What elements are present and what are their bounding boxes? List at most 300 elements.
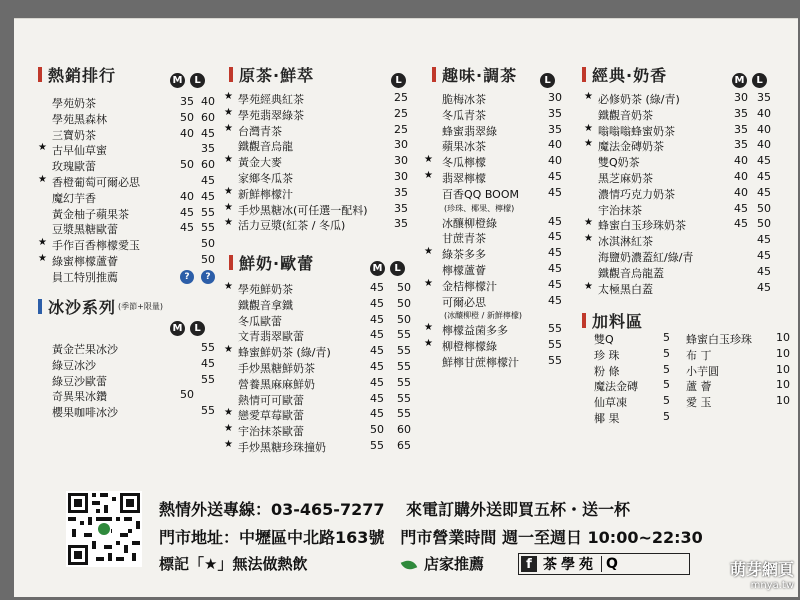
- qr-code-icon: [66, 491, 142, 567]
- section-title: [582, 63, 667, 86]
- price-l: 55: [201, 205, 215, 219]
- star-icon: ★: [38, 237, 47, 249]
- item-name: 新鮮檸檬汁: [238, 187, 293, 201]
- item-name: 玫瑰歐蕾: [52, 160, 96, 174]
- item-name: 戀愛草莓歐蕾: [238, 409, 304, 423]
- size-badge-l: L: [391, 73, 406, 88]
- menu-item: [424, 202, 574, 215]
- price-l: 50: [201, 237, 215, 251]
- star-icon: ★: [584, 280, 593, 292]
- price-l: 35: [394, 185, 408, 199]
- topping-price: 10: [776, 362, 790, 376]
- star-icon: ★: [584, 122, 593, 134]
- menu-item: [38, 142, 218, 158]
- item-name: 鐵觀音拿鐵: [238, 298, 293, 312]
- size-badge-l: L: [540, 73, 555, 88]
- star-icon: ★: [424, 277, 433, 289]
- item-name: 黃金大麥: [238, 156, 282, 170]
- item-name: 學苑翡翠綠茶: [238, 108, 304, 122]
- price-l: 45: [201, 189, 215, 203]
- section-title: [229, 251, 314, 274]
- topping-price: 10: [776, 378, 790, 392]
- topping-item: [686, 378, 791, 394]
- section-title: [38, 63, 116, 86]
- item-name: 豆漿黑糖歐蕾: [52, 223, 118, 237]
- question-icon: [195, 269, 215, 284]
- star-icon: ★: [424, 246, 433, 258]
- price-l: 40: [757, 106, 771, 120]
- price-l: 40: [548, 138, 562, 152]
- menu-item: [584, 281, 784, 297]
- price-m: 35: [734, 122, 748, 136]
- search-icon: Q: [606, 556, 622, 572]
- accent-bar: [229, 67, 233, 82]
- topping-price: 10: [776, 346, 790, 360]
- item-name: 冬瓜檸檬: [442, 156, 486, 170]
- price-l: 45: [548, 230, 562, 244]
- price-m: 55: [370, 438, 384, 452]
- item-name: 學苑經典紅茶: [238, 93, 304, 106]
- star-icon: ★: [224, 122, 233, 134]
- price-l: 35: [394, 201, 408, 215]
- item-name: 員工特別推薦: [52, 270, 118, 284]
- item-name: 學苑奶茶: [52, 97, 96, 110]
- price-m: 50: [180, 110, 194, 124]
- menu-item: [424, 186, 574, 202]
- star-icon: ★: [424, 154, 433, 166]
- star-icon: ★: [224, 281, 233, 292]
- menu-item: [424, 322, 574, 338]
- menu-item: [38, 341, 218, 357]
- item-name: 海鹽奶濃蓋紅/綠/青: [598, 250, 694, 264]
- topping-price: 5: [663, 346, 670, 360]
- menu-item: [584, 123, 784, 139]
- item-name: 文青翡翠歐蕾: [238, 330, 304, 344]
- facebook-page-name: 茶學苑: [543, 557, 597, 573]
- menu-item: [224, 439, 414, 455]
- price-m: 50: [370, 423, 384, 437]
- topping-item: [686, 331, 791, 347]
- price-l: 60: [397, 423, 411, 437]
- footer: [56, 477, 796, 589]
- item-name: 蘋果冰茶: [442, 140, 486, 154]
- menu-item: [424, 123, 574, 139]
- star-icon: ★: [584, 138, 593, 150]
- divider: [601, 556, 602, 572]
- menu-item: [424, 338, 574, 354]
- price-m: 50: [180, 158, 194, 172]
- question-badge: ?: [180, 270, 194, 284]
- section-title: [582, 309, 643, 332]
- watermark-url: mnya.tw: [750, 580, 794, 591]
- item-name: 濃情巧克力奶茶: [598, 187, 675, 201]
- price-m: 45: [180, 205, 194, 219]
- price-l: 55: [548, 322, 562, 336]
- menu-item: [38, 190, 218, 206]
- price-m: 45: [370, 407, 384, 421]
- price-m: 45: [370, 391, 384, 405]
- price-m: 40: [734, 169, 748, 183]
- price-m: 40: [734, 154, 748, 168]
- menu-item: [424, 262, 574, 278]
- item-name: 鮮檸甘蔗檸檬汁: [442, 355, 519, 369]
- facebook-icon: f: [521, 556, 537, 572]
- size-badge-l: L: [390, 261, 405, 276]
- item-name: 手作百香檸檬愛玉: [52, 239, 140, 253]
- section-title: [38, 295, 163, 318]
- price-l: 45: [757, 154, 771, 168]
- item-name: 綠豆沙歐蕾: [52, 374, 107, 388]
- price-l: 35: [757, 91, 771, 104]
- star-icon: ★: [38, 173, 47, 185]
- menu-item: [584, 217, 784, 233]
- item-name: 冬瓜青茶: [442, 108, 486, 122]
- price-l: 50: [757, 217, 771, 231]
- menu-item: [224, 217, 414, 233]
- menu-item: [424, 107, 574, 123]
- price-m: 35: [180, 95, 194, 108]
- item-name: 脆梅冰茶: [442, 93, 486, 106]
- topping-item: [594, 378, 674, 394]
- address-line: 門市地址：中壢區中北路163號 門市營業時間 週一至週日 10:00~22:30: [159, 528, 703, 547]
- item-name: 學苑黑森林: [52, 112, 107, 126]
- menu-item: [224, 138, 414, 154]
- price-l: 55: [397, 391, 411, 405]
- section-tea: [229, 63, 314, 86]
- item-name: 甘蔗青茶: [442, 232, 486, 246]
- price-l: 50: [397, 312, 411, 326]
- section-title-text: 原茶·鮮萃: [239, 66, 315, 85]
- price-l: 55: [397, 407, 411, 421]
- menu-item: [38, 174, 218, 190]
- price-l: 45: [548, 261, 562, 275]
- menu-item: [38, 404, 218, 420]
- topping-price: 5: [663, 362, 670, 376]
- star-icon: ★: [224, 217, 233, 229]
- star-icon: ★: [424, 322, 433, 334]
- price-l: 45: [201, 356, 215, 370]
- topping-name: 椰 果: [594, 411, 620, 425]
- list-toppings-right: [686, 331, 791, 410]
- list-fun: [424, 91, 574, 370]
- size-badge-l: L: [190, 321, 205, 336]
- price-l: 45: [757, 264, 771, 278]
- price-m: 35: [734, 138, 748, 152]
- star-icon: ★: [224, 91, 233, 102]
- price-l: 50: [757, 201, 771, 215]
- section-hot: [38, 63, 116, 86]
- item-name: 綠蜜檸檬蘆薈: [52, 254, 118, 268]
- price-l: 55: [201, 221, 215, 235]
- hot-drink-note: 標記「★」無法做熱飲: [159, 555, 308, 573]
- item-name: 檸檬蘆薈: [442, 263, 486, 277]
- star-icon: ★: [584, 233, 593, 245]
- item-name: 香橙葡萄可爾必思: [52, 175, 140, 189]
- item-name: 古早仙草蜜: [52, 144, 107, 158]
- section-milk: [229, 251, 314, 274]
- star-icon: ★: [224, 344, 233, 356]
- item-name: 綠茶多多: [442, 248, 486, 262]
- item-name: 宇治抹茶: [598, 203, 642, 217]
- menu-item: [224, 328, 414, 344]
- delivery-line: 熱情外送專線：03-465-7277 來電訂購外送即買五杯・送一杯: [159, 500, 631, 519]
- star-icon: ★: [38, 142, 47, 154]
- topping-price: 5: [663, 394, 670, 408]
- star-icon: ★: [38, 252, 47, 264]
- price-l: 35: [548, 122, 562, 136]
- item-name: 黑芝麻奶茶: [598, 171, 653, 185]
- menu-item: [224, 313, 414, 329]
- item-name: 奇異果冰鑽: [52, 390, 107, 404]
- price-l: 35: [548, 106, 562, 120]
- item-name: 檸檬益菌多多: [442, 324, 508, 338]
- topping-name: 珍 珠: [594, 348, 620, 362]
- item-name: 三寶奶茶: [52, 128, 96, 142]
- list-classic: [584, 91, 784, 296]
- price-l: 35: [394, 217, 408, 231]
- star-icon: ★: [224, 423, 233, 435]
- section-title-text: 趣味·調茶: [442, 66, 518, 85]
- item-name: 黃金柚子蘋果茶: [52, 207, 129, 221]
- menu-item: [584, 170, 784, 186]
- size-badges-ice: [170, 321, 210, 336]
- item-name: 營養黑麻麻鮮奶: [238, 377, 315, 391]
- watermark: [730, 562, 794, 594]
- recommend-label: 店家推薦: [424, 555, 485, 573]
- menu-item: [38, 373, 218, 389]
- item-name: 手炒黑糖鮮奶茶: [238, 361, 315, 375]
- topping-price: 5: [663, 331, 670, 344]
- menu-item: [584, 138, 784, 154]
- topping-item: [686, 363, 791, 379]
- menu-item: [38, 357, 218, 373]
- section-title-text: 冰沙系列: [48, 298, 117, 317]
- item-name: 黃金芒果冰沙: [52, 343, 118, 356]
- menu-item: [38, 388, 218, 404]
- topping-name: 雙Q: [594, 333, 614, 346]
- topping-name: 蜂蜜白玉珍珠: [686, 333, 752, 346]
- price-m: 45: [370, 344, 384, 358]
- item-name: 百香QQ BOOM: [442, 187, 519, 201]
- price-m: 35: [734, 106, 748, 120]
- item-name: 櫻果咖啡冰沙: [52, 406, 118, 420]
- item-name: 蜂蜜白玉珍珠奶茶: [598, 219, 686, 233]
- size-badges-hot: [170, 73, 210, 88]
- accent-bar: [229, 255, 233, 270]
- topping-price: 10: [776, 331, 790, 344]
- price-l: 55: [201, 372, 215, 386]
- section-classic: [582, 63, 667, 86]
- menu-item: [424, 215, 574, 231]
- section-note: (季節+限量): [118, 302, 163, 311]
- menu-item: [424, 138, 574, 154]
- price-l: 55: [548, 338, 562, 352]
- menu-item: [38, 253, 218, 269]
- list-ice: [38, 341, 218, 420]
- size-badge-l: L: [752, 73, 767, 88]
- price-l: 45: [757, 280, 771, 294]
- price-l: 55: [397, 328, 411, 342]
- size-badges-classic: [732, 73, 772, 88]
- price-l: 35: [201, 142, 215, 156]
- item-name: 鐵觀音烏龍蓋: [598, 266, 664, 280]
- menu-item: [38, 206, 218, 222]
- price-l: 30: [394, 154, 408, 168]
- price-l: 40: [201, 95, 215, 108]
- price-l: 50: [201, 252, 215, 266]
- item-name: 手炒黑糖冰(可任選一配料): [238, 203, 368, 217]
- list-hot: [38, 95, 218, 285]
- price-m: 30: [734, 91, 748, 104]
- price-l: 40: [757, 122, 771, 136]
- price-l: 45: [201, 173, 215, 187]
- price-l: 30: [548, 91, 562, 104]
- item-name: 翡翠檸檬: [442, 171, 486, 185]
- item-name: 柳橙檸檬綠: [442, 340, 497, 354]
- item-name: 金桔檸檬汁: [442, 279, 497, 293]
- price-l: 45: [548, 185, 562, 199]
- accent-bar: [38, 299, 42, 314]
- menu-item: [38, 269, 218, 285]
- qr-code[interactable]: [66, 491, 142, 567]
- menu-item: [424, 230, 574, 246]
- size-badge-m: M: [732, 73, 747, 88]
- section-title-text: 鮮奶·歐蕾: [239, 254, 315, 273]
- menu-item: [224, 154, 414, 170]
- menu-item: [584, 265, 784, 281]
- price-m: 45: [370, 359, 384, 373]
- price-m: 45: [370, 296, 384, 310]
- question-badge: ?: [201, 270, 215, 284]
- price-l: 40: [757, 138, 771, 152]
- topping-item: [686, 347, 791, 363]
- menu-item: [38, 237, 218, 253]
- size-badge-m: M: [170, 321, 185, 336]
- price-l: 40: [548, 154, 562, 168]
- item-name: 嗡嗡嗡蜂蜜奶茶: [598, 124, 675, 138]
- price-l: 45: [548, 293, 562, 307]
- price-l: 25: [394, 106, 408, 120]
- menu-item: [38, 95, 218, 111]
- menu-item: [224, 360, 414, 376]
- item-name: 太極黑白蓋: [598, 282, 653, 296]
- price-l: 65: [397, 438, 411, 452]
- star-icon: ★: [424, 338, 433, 350]
- menu-item: [38, 158, 218, 174]
- topping-item: [594, 331, 674, 347]
- item-note: (冰釀柳橙 / 新鮮檸檬): [444, 311, 523, 321]
- list-tea: [224, 91, 414, 233]
- menu-item: [584, 186, 784, 202]
- item-name: 鐵觀音奶茶: [598, 108, 653, 122]
- item-name: 手炒黑糖珍珠撞奶: [238, 440, 326, 454]
- size-badge-m: M: [170, 73, 185, 88]
- price-m: 45: [734, 201, 748, 215]
- section-title: [229, 63, 314, 86]
- price-m: 40: [734, 185, 748, 199]
- menu-item: [424, 154, 574, 170]
- menu-item: [424, 294, 574, 310]
- item-name: 冬瓜歐蕾: [238, 314, 282, 328]
- price-m: 45: [734, 217, 748, 231]
- item-name: 冰釀柳橙綠: [442, 216, 497, 230]
- topping-price: 10: [776, 394, 790, 408]
- price-l: 50: [397, 281, 411, 294]
- accent-bar: [582, 313, 586, 328]
- price-l: 45: [548, 214, 562, 228]
- menu-item: [38, 221, 218, 237]
- menu-item: [584, 91, 784, 107]
- menu-item: [424, 91, 574, 107]
- price-l: 30: [394, 169, 408, 183]
- list-toppings-left: [594, 331, 674, 426]
- price-l: 45: [201, 126, 215, 140]
- star-icon: ★: [224, 154, 233, 166]
- price-l: 25: [394, 122, 408, 136]
- item-note: (珍珠、椰果、檸檬): [444, 203, 515, 213]
- size-badge-l: L: [190, 73, 205, 88]
- menu-item: [224, 297, 414, 313]
- size-badges-tea: [391, 73, 411, 88]
- price-m: 45: [370, 312, 384, 326]
- section-ice: [38, 295, 163, 318]
- facebook-search-box[interactable]: [518, 553, 690, 575]
- item-name: 可爾必思: [442, 295, 486, 309]
- size-badges-milk: [370, 261, 410, 276]
- menu-item: [584, 154, 784, 170]
- menu-item: [584, 249, 784, 265]
- size-badges-fun: [540, 73, 560, 88]
- menu-item: [224, 423, 414, 439]
- price-m: 40: [180, 126, 194, 140]
- menu-item: [224, 281, 414, 297]
- price-l: 45: [548, 169, 562, 183]
- section-title-text: 經典·奶香: [592, 66, 668, 85]
- menu-item: [224, 407, 414, 423]
- price-m: 45: [370, 375, 384, 389]
- price-l: 55: [397, 375, 411, 389]
- price-l: 25: [394, 91, 408, 104]
- menu-item: [424, 246, 574, 262]
- price-m: 45: [370, 328, 384, 342]
- section-title-text: 加料區: [592, 312, 644, 331]
- topping-name: 魔法金磚: [594, 380, 638, 394]
- menu-item: [224, 186, 414, 202]
- section-fun: [432, 63, 517, 86]
- topping-name: 布 丁: [686, 348, 712, 362]
- star-icon: ★: [224, 185, 233, 197]
- size-badge-m: M: [370, 261, 385, 276]
- accent-bar: [432, 67, 436, 82]
- price-l: 55: [201, 404, 215, 418]
- price-l: 55: [397, 344, 411, 358]
- topping-price: 5: [663, 378, 670, 392]
- price-l: 60: [201, 158, 215, 172]
- item-name: 蜂蜜翡翠綠: [442, 124, 497, 138]
- menu-item: [38, 127, 218, 143]
- topping-name: 仙草凍: [594, 396, 627, 410]
- menu-item: [224, 123, 414, 139]
- item-name: 必修奶茶 (綠/青): [598, 93, 680, 106]
- menu-item: [584, 233, 784, 249]
- topping-name: 愛 玉: [686, 396, 712, 410]
- price-l: 55: [548, 353, 562, 367]
- price-m: 40: [180, 189, 194, 203]
- topping-item: [594, 363, 674, 379]
- item-name: 魔法金磚奶茶: [598, 140, 664, 154]
- price-l: 30: [394, 138, 408, 152]
- price-l: 45: [757, 185, 771, 199]
